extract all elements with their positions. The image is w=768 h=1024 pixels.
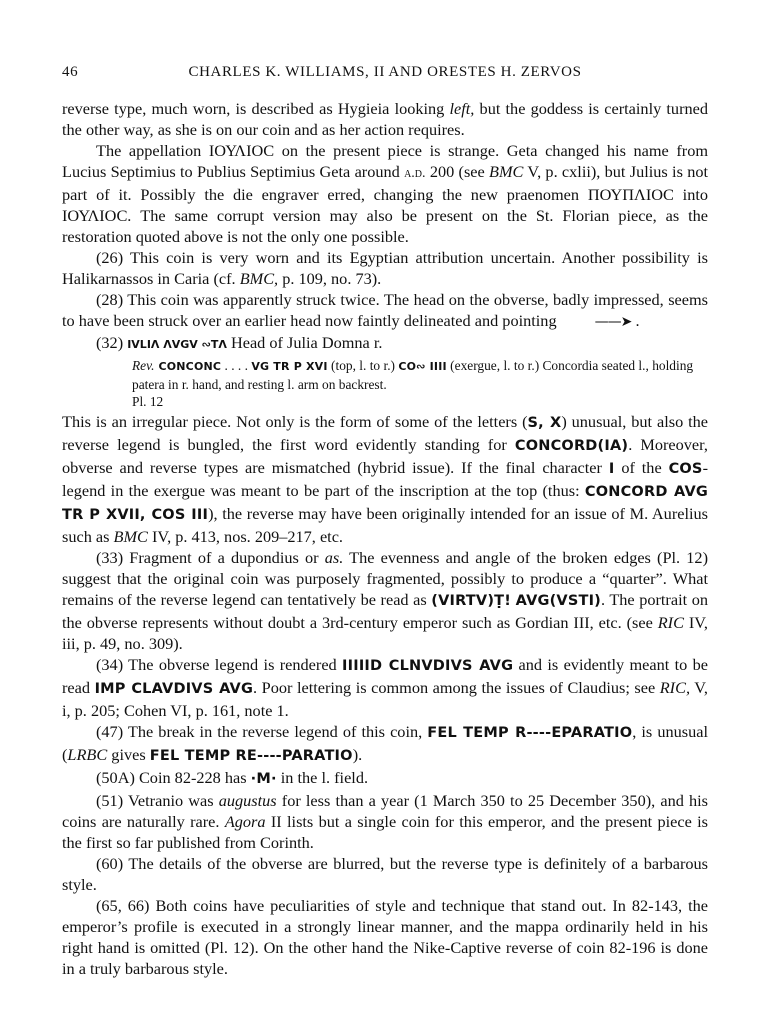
text-run: , is unusual (	[62, 721, 708, 764]
text-run: V, p. cxlii), but Julius is not part of it. Possibly the die engraver erred, changing the new praenomen ΠΟΥΠΛΙΟϹ into ΙΟΥΛΙΟϹ. The same corrupt version may also be present on the St. Florian piece, as the restoration quoted above is not the only one possible.	[62, 162, 708, 246]
italic-term: as.	[324, 547, 344, 567]
text-run: IV, iii, p. 49, no. 309).	[62, 612, 708, 653]
text-run: V, i, p. 205; Cohen VI, p. 161, note 1.	[62, 677, 709, 720]
reverse-legend: VG TR P XVI	[251, 360, 328, 373]
text-run: (28) This coin was apparently struck twice. The head on the obverse, badly impressed, seems to have been struck over an earlier head now faintly delineated and pointing	[62, 290, 708, 330]
legend-text: I	[608, 460, 615, 477]
entry-32-reverse	[62, 357, 708, 411]
text-run: 200 (see	[425, 162, 490, 181]
text-run: . Moreover, obverse and reverse types are mismatched (hybrid issue). If the final character	[62, 434, 708, 477]
text-run: (top, l. to r.)	[327, 358, 399, 373]
text-run: The appellation ΙΟΥΛΙΟϹ on the present piece is strange. Geta changed his name from Lucius Septimius to Publius Septimius Geta around	[62, 141, 708, 181]
note-26	[62, 247, 708, 289]
text-run: This is an irregular piece. Not only is the form of some of the letters (	[62, 411, 528, 431]
paragraph-irregular-piece	[62, 411, 708, 547]
text-run: (26) This coin is very worn and its Egyptian attribution uncertain. Another possibility is Halikarnassos in Caria (cf.	[62, 248, 708, 288]
text-run: (65, 66) Both coins have peculiarities of style and technique that stand out. In 82-143, the emperor’s profile is executed in a strongly linear manner, and the mappa ordinarily held in his right hand is omitted (Pl. 12). On the other hand the Nike-Captive reverse of coin 82-196 is done in a truly barbarous style.	[62, 895, 708, 978]
paragraph-appellation	[62, 140, 708, 247]
note-47	[62, 721, 708, 767]
italic-term: BMC,	[239, 269, 279, 288]
text-run: but the goddess is certainly turned the other way, as she is on our coin and as her action requires.	[62, 99, 709, 139]
legend-text: ·M·	[250, 770, 277, 787]
text-run: (60) The details of the obverse are blurred, but the reverse type is definitely of a barbarous style.	[62, 853, 708, 894]
legend-text: COS	[668, 460, 703, 477]
legend-text: IIIIID CLNVDIVS AVG	[342, 657, 514, 674]
note-65-66	[62, 895, 708, 979]
text-run: (47) The break in the reverse legend of this coin,	[96, 721, 428, 741]
paragraph-hygieia	[62, 98, 708, 140]
text-run: and is evidently meant to be read	[62, 654, 709, 697]
legend-text: (VIRTV)Ṭ!	[431, 592, 512, 609]
text-run: . . . .	[221, 358, 252, 373]
text-run: .	[631, 311, 640, 330]
legend-text: AVG(VSTI)	[515, 592, 601, 609]
italic-term: left,	[449, 99, 475, 118]
italic-term: Agora	[224, 811, 266, 831]
reverse-label: Rev.	[132, 358, 155, 373]
text-run: . Poor lettering is common among the issues of Claudius; see	[253, 677, 660, 697]
note-60	[62, 853, 708, 895]
note-51	[62, 790, 708, 853]
italic-term: BMC	[489, 162, 524, 181]
running-head	[62, 64, 708, 84]
note-33	[62, 547, 708, 654]
legend-text: FEL TEMP RE----PARATIO	[149, 747, 353, 764]
page	[62, 64, 708, 979]
italic-term: RIC,	[659, 677, 691, 697]
arrow-right-icon: ——➤	[594, 314, 632, 330]
note-28	[62, 289, 708, 333]
text-run: (33) Fragment of a dupondius or	[96, 547, 325, 567]
text-run: II lists but a single coin for this emperor, and the present piece is the first so far published from Corinth.	[62, 811, 708, 852]
reverse-description	[132, 357, 708, 393]
catalog-entry-32	[62, 333, 708, 411]
plate-reference: Pl. 12	[132, 394, 164, 409]
text-run: (exergue, l. to r.) Concordia seated l., holding patera in r. hand, and resting l. arm on backrest.	[132, 358, 694, 392]
note-34	[62, 654, 708, 721]
legend-text: IMP CLAVDIVS AVG	[94, 680, 254, 697]
legend-text: S, X	[527, 414, 562, 431]
text-run: for less than a year (1 March 350 to 25 December 350), and his coins are naturally rare.	[62, 790, 708, 831]
italic-term: LRBC	[67, 744, 108, 764]
text-run: gives	[107, 744, 150, 764]
entry-32-obverse	[62, 333, 708, 355]
text-run: of the	[614, 457, 669, 477]
obverse-description: Head of Julia Domna r.	[226, 333, 383, 352]
text-run: ) unusual, but also the reverse legend is bungled, the first word evidently standing for	[62, 411, 708, 454]
text-run: in the l. field.	[276, 767, 369, 787]
legend-text: CONCORD(IA)	[514, 437, 629, 454]
text-run: (34) The obverse legend is rendered	[96, 654, 343, 674]
exergue-legend: CO∾ IIII	[398, 360, 447, 373]
italic-term: augustus	[218, 790, 277, 810]
text-run: p. 109, no. 73).	[278, 269, 382, 288]
text-run: ).	[352, 744, 363, 764]
note-50a	[62, 767, 708, 790]
reverse-legend: CONCONC	[154, 360, 222, 373]
legend-text: CONCORD AVG TR P XVII, COS III	[62, 483, 708, 523]
text-run: . The portrait on the obverse represents without doubt a 3rd-century emperor such as Gordian III, etc. (see	[62, 589, 708, 632]
italic-term: RIC	[657, 612, 684, 632]
text-run: reverse type, much worn, is described as Hygieia looking	[62, 99, 450, 118]
text-run: -legend in the exergue was meant to be part of the inscription at the top (thus:	[62, 457, 708, 500]
legend-text: FEL TEMP R----EPARATIO	[427, 724, 633, 741]
text-run: The evenness and angle of the broken edges (Pl. 12) suggest that the original coin was purposely fragmented, possibly to produce a “quarter”. What remains of the reverse legend can tentatively be read as	[62, 547, 708, 609]
era-abbreviation: a.d.	[404, 166, 426, 181]
text-run: (50A) Coin 82-228 has	[96, 767, 251, 787]
italic-term: BMC	[113, 526, 148, 546]
running-title: CHARLES K. WILLIAMS, II AND ORESTES H. ZERVOS	[188, 64, 582, 80]
text-run: IV, p. 413, nos. 209–217, etc.	[147, 526, 343, 546]
page-number: 46	[62, 64, 79, 80]
entry-number: (32)	[96, 333, 128, 352]
text-run: ), the reverse may have been originally intended for an issue of M. Aurelius such as	[62, 503, 708, 546]
text-run: (51) Vetranio was	[96, 790, 219, 810]
obverse-legend: IVLIΛ ΛVGV ∾TΛ	[127, 338, 227, 351]
